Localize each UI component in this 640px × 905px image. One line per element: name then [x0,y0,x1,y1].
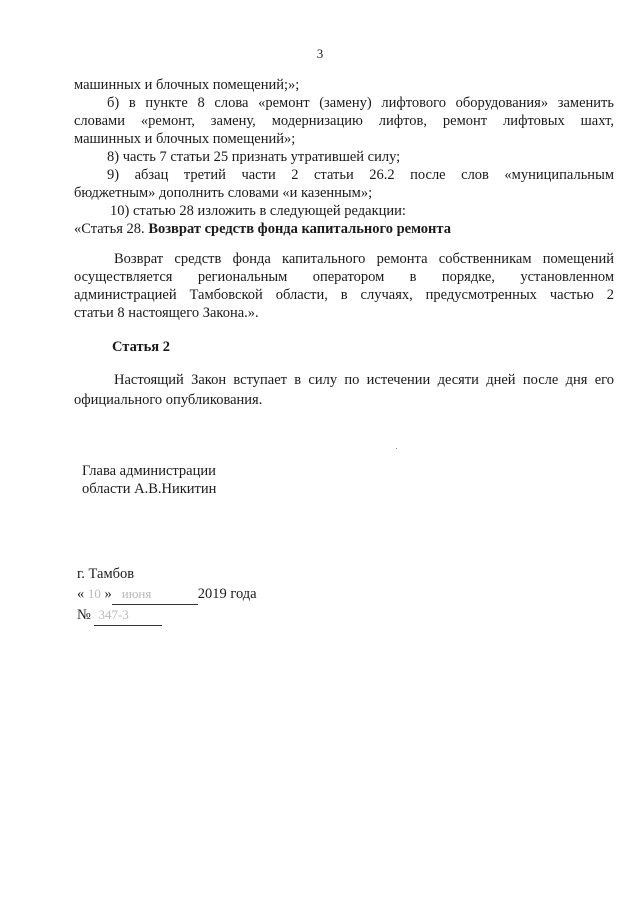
signature-title: Глава администрации [82,463,216,479]
paragraph-9-line-2: бюджетным» дополнить словами «и казенным»; [74,185,373,201]
date-open-quote: « [77,586,85,602]
number-blank [94,605,162,626]
date-month-blank [112,584,198,605]
article-2-text [74,370,614,410]
paragraph-8: 8) часть 7 статьи 25 признать утратившей силу; [107,149,401,165]
city: г. Тамбов [77,566,135,582]
signature-name: области А.В.Никитин [82,481,217,497]
date-line [77,584,257,605]
date-close-quote: » [104,586,112,602]
article-28-heading [74,220,614,238]
place-date-block [77,565,257,626]
article-28-prefix: «Статья 28. [74,221,149,237]
article-28-title: Возврат средств фонда капитального ремонта [148,221,451,237]
article-28-line-4: статьи 8 настоящего Закона.». [74,305,259,321]
scan-dot [396,448,397,449]
article-28-line-2: осуществляется региональным оператором в порядке, установленном [74,269,614,285]
article-28-line-3: администрацией Тамбовской области, в случаях, предусмотренных частью 2 [74,287,614,303]
paragraph-b-line-1: б) в пункте 8 слова «ремонт (замену) лифтового оборудования» заменить [107,95,614,111]
article-2-line-2: официального опубликования. [74,392,263,408]
document-number: 347-3 [98,607,129,622]
paragraph-9-line-1: 9) абзац третий части 2 статьи 26.2 после слов «муниципальным [107,167,614,183]
date-year: 2019 года [197,586,257,602]
article-28-line-1: Возврат средств фонда капитального ремонта собственникам помещений [114,251,614,267]
number-line [77,605,257,626]
paragraph-b-line-2: словами «ремонт, замену, модернизацию лифтов, ремонт лифтовых шахт, [74,113,614,129]
page-number: 3 [316,46,324,61]
amendments-block [74,76,614,238]
article-28-text [74,250,614,322]
article-2-line-1: Настоящий Закон вступает в силу по истечении десяти дней после дня его [114,372,614,388]
article-2-heading: Статья 2 [112,339,170,355]
paragraph-10: 10) статью 28 изложить в следующей редакции: [110,203,406,219]
date-day: 10 [87,586,101,601]
number-label: № [77,607,91,623]
date-month: июня [121,586,152,601]
paragraph-machine-rooms: машинных и блочных помещений;»; [74,77,300,93]
paragraph-b-line-3: машинных и блочных помещений»; [74,131,296,147]
signature-block [82,462,216,498]
